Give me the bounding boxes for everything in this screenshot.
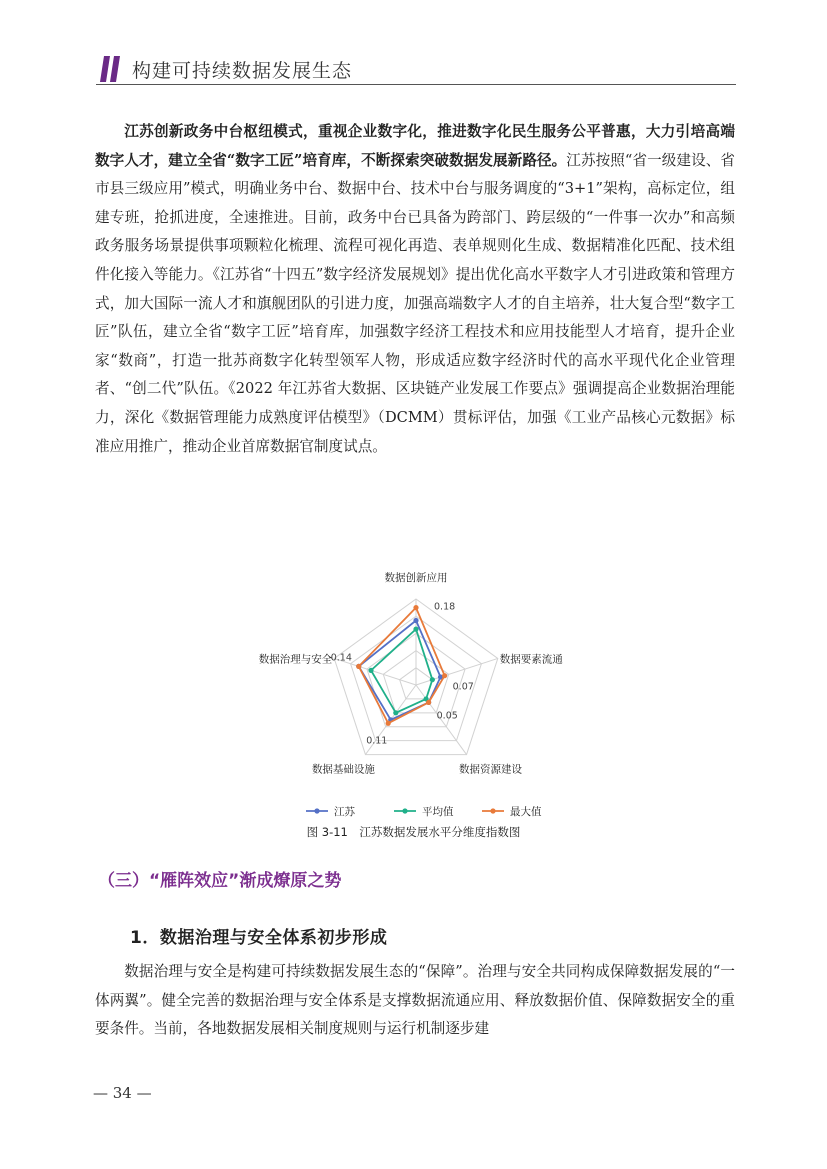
- radar-series-point: [413, 605, 418, 610]
- header-title: 构建可持续数据发展生态: [132, 60, 353, 82]
- radar-series-point: [368, 668, 373, 673]
- radar-value-label: 0.14: [330, 652, 352, 664]
- legend-swatch-point: [402, 808, 407, 813]
- radar-axis-label: 数据要素流通: [499, 653, 563, 666]
- legend-swatch-point: [314, 808, 319, 813]
- radar-series-point: [426, 700, 431, 705]
- radar-value-label: 0.11: [366, 735, 388, 747]
- legend-label: 最大值: [510, 806, 542, 818]
- section-heading: （三）“雁阵效应”渐成燎原之势: [98, 871, 342, 891]
- radar-series-point: [393, 710, 398, 715]
- body-paragraph-2: 数据治理与安全是构建可持续数据发展生态的“保障”。治理与安全共同构成保障数据发展的“一体两翼”。健全完善的数据治理与安全体系是支撑数据流通应用、释放数据价值、保障数据安全的重要条件。当前，各地数据发展相关制度规则与运行机制逐步建: [95, 963, 735, 1038]
- radar-series-point: [442, 673, 447, 678]
- radar-series-point: [413, 627, 418, 632]
- radar-axis-label: 数据资源建设: [459, 763, 523, 776]
- page-number: — 34 —: [93, 1084, 152, 1102]
- body-paragraph-1: [95, 118, 735, 461]
- radar-value-label: 0.07: [452, 681, 474, 693]
- paragraph-text: 江苏按照“省一级建设、省市县三级应用”模式，明确业务中台、数据中台、技术中台与服务调度的“3+1”架构，高标定位，组建专班，抢抓进度，全速推进。目前，政务中台已具备为跨部门、跨层级的“一件事一次办”和高频政务服务场景提供事项颗粒化梳理、流程可视化再造、表单规则化生成、数据精准化匹配、技术组件化接入等能力。《江苏省“十四五”数字经济发展规划》提出优化高水平数字人才引进政策和管理方式，加大国际一流人才和旗舰团队的引进力度，加强高端数字人才的自主培养，壮大复合型“数字工匠”队伍，建立全省“数字工匠”培育库，加强数字经济工程技术和应用技能型人才培育，提升企业家“数商”，打造一批苏商数字化转型领军人物，形成适应数字经济时代的高水平现代化企业管理者、“创二代”队伍。《2022 年江苏省大数据、区块链产业发展工作要点》强调提高企业数据治理能力，深化《数据管理能力成熟度评估模型》（DCMM）贯标评估，加强《工业产品核心元数据》标准应用推广，推动企业首席数据官制度试点。: [95, 151, 735, 455]
- legend-label: 江苏: [334, 806, 355, 818]
- radar-axis-label: 数据治理与安全: [258, 653, 333, 666]
- radar-series-point: [413, 618, 418, 623]
- radar-chart: [230, 568, 600, 848]
- legend-swatch-point: [490, 808, 495, 813]
- page-header: [96, 50, 736, 86]
- figure-caption: 图 3-11 江苏数据发展水平分维度指数图: [306, 825, 521, 839]
- radar-value-label: 0.05: [436, 710, 458, 722]
- subsection-heading: 1．数据治理与安全体系初步形成: [130, 928, 388, 948]
- radar-chart-svg: [230, 568, 600, 824]
- paragraph-bold-lead: 江苏创新政务中台枢纽模式，重视企业数字化，推进数字化民生服务公平普惠，大力引培高端数字人才，建立全省“数字工匠”培育库，不断探索突破数据发展新路径。: [95, 123, 735, 169]
- radar-series-point: [386, 721, 391, 726]
- radar-axis-label: 数据创新应用: [384, 572, 448, 584]
- legend-label: 平均值: [422, 806, 454, 818]
- radar-series-point: [430, 677, 435, 682]
- header-rule: [96, 84, 736, 85]
- radar-series-point: [356, 664, 361, 669]
- header-bars-icon: [98, 56, 122, 82]
- radar-axis-label: 数据基础设施: [311, 763, 375, 776]
- radar-value-label: 0.18: [434, 601, 456, 613]
